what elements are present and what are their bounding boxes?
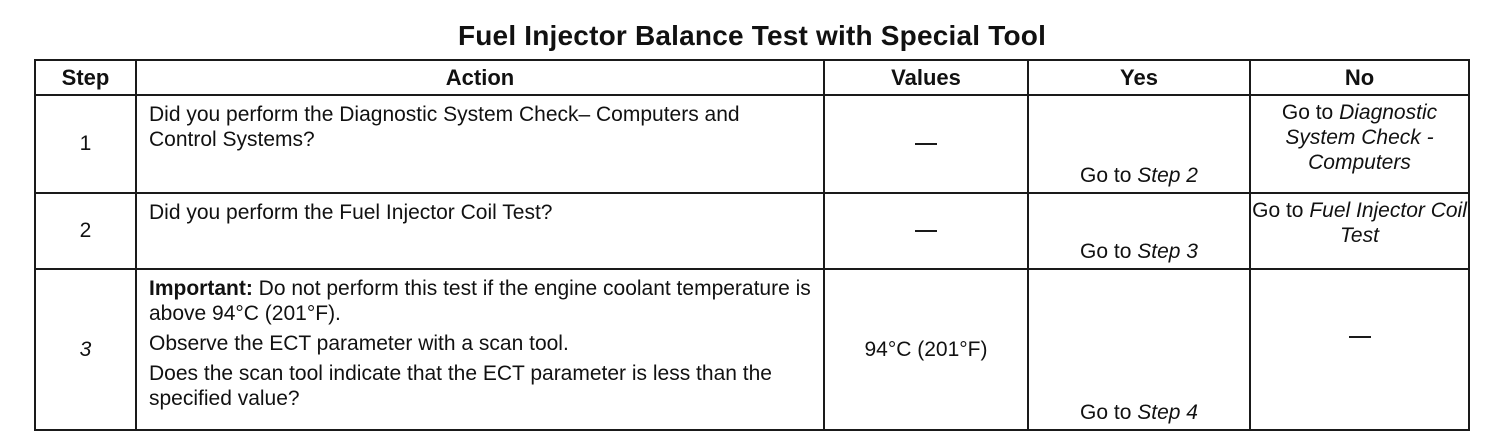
step-number: 1: [35, 95, 136, 193]
important-label: Important:: [149, 277, 253, 300]
yes-cell: [1028, 193, 1250, 269]
header-action: Action: [136, 60, 824, 95]
value-cell: 94°C (201°F): [824, 269, 1028, 430]
table-row: [35, 95, 1469, 193]
header-values: Values: [824, 60, 1028, 95]
step-number: 3: [35, 269, 136, 430]
step-number: 2: [35, 193, 136, 269]
dash-mark: [1349, 336, 1371, 363]
no-procedure-link[interactable]: Diagnostic System Check - Computers: [1285, 101, 1438, 174]
page-title: Fuel Injector Balance Test with Special Tool: [457, 20, 1047, 51]
header-row: [35, 60, 1469, 95]
diagnostic-table: [34, 59, 1470, 431]
important-note: [149, 276, 813, 326]
no-prefix: Go to: [1252, 199, 1310, 222]
no-prefix: Go to: [1281, 101, 1340, 124]
yes-prefix: Go to: [1080, 164, 1138, 187]
important-text: Do not perform this test if the engine coolant temperature is above 94°C (201°F).: [149, 277, 811, 325]
table-row: [35, 193, 1469, 269]
no-cell: [1250, 95, 1469, 193]
instruction-text: Observe the ECT parameter with a scan tool.: [149, 332, 569, 355]
action-text: Did you perform the Fuel Injector Coil Test?: [136, 193, 824, 269]
no-cell: [1250, 193, 1469, 269]
yes-step-link[interactable]: Step 3: [1137, 240, 1198, 263]
no-procedure-link[interactable]: Fuel Injector Coil Test: [1309, 199, 1467, 247]
header-step: Step: [35, 60, 136, 95]
yes-prefix: Go to: [1080, 240, 1138, 263]
question-text: Does the scan tool indicate that the ECT parameter is less than the specified value?: [149, 362, 772, 410]
yes-step-link[interactable]: Step 2: [1137, 164, 1198, 187]
yes-cell: [1028, 95, 1250, 193]
header-no: No: [1250, 60, 1469, 95]
no-cell: [1250, 269, 1469, 430]
dash-mark: [915, 230, 937, 232]
yes-step-link[interactable]: Step 4: [1137, 401, 1198, 424]
action-text: [136, 269, 824, 430]
value-cell: [824, 193, 1028, 269]
action-text: Did you perform the Diagnostic System Check– Computers and Control Systems?: [136, 95, 824, 193]
header-yes: Yes: [1028, 60, 1250, 95]
value-cell: [824, 95, 1028, 193]
yes-prefix: Go to: [1080, 401, 1138, 424]
yes-cell: [1028, 269, 1250, 430]
table-row: [35, 269, 1469, 430]
dash-mark: [915, 143, 937, 145]
